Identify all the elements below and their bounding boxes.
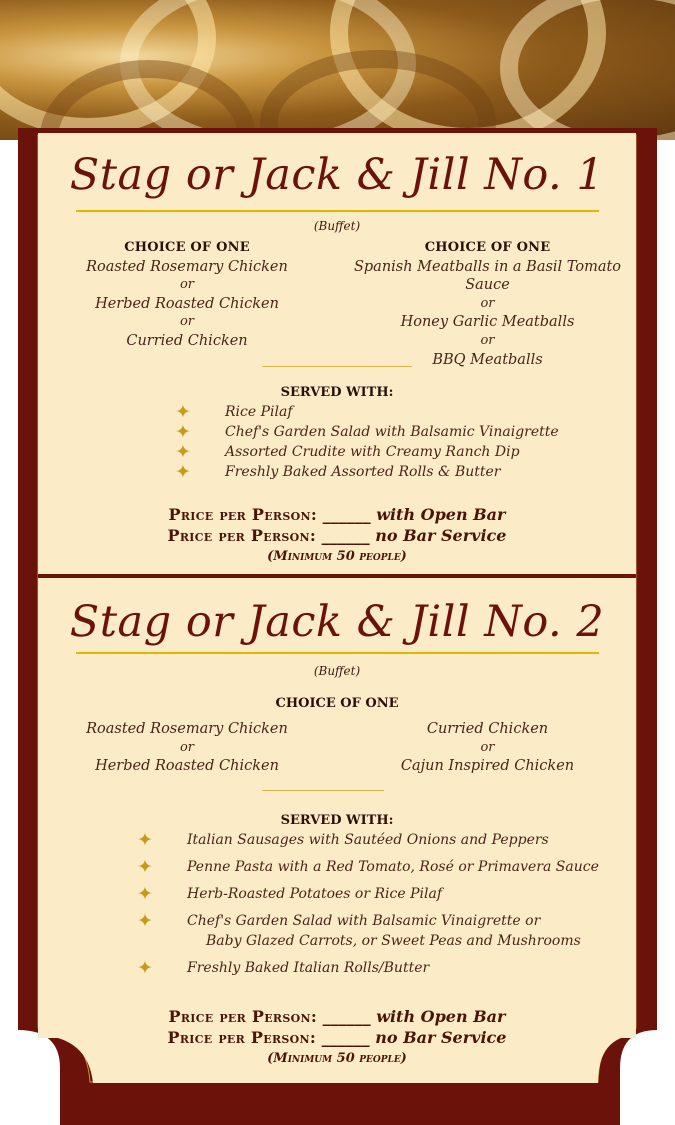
menu-2-pricing [38,1006,636,1069]
served-item: Herb-Roasted Potatoes or Rice Pilaf [187,886,443,902]
star-bullet-icon: ✦ [175,441,191,463]
no-bar-label: no Bar Service [375,1028,507,1047]
served-item: Assorted Crudite with Creamy Ranch Dip [225,444,520,460]
menu-1-served-list [175,401,559,484]
price-label: Price per Person: [167,1028,317,1047]
menu-1-mid-rule [262,366,412,367]
menu-2-left-item: Roasted Rosemary Chicken [86,721,288,737]
list-item [175,401,559,424]
menu-2-mid-rule [262,790,384,791]
list-item [137,883,599,913]
served-item: Chef's Garden Salad with Balsamic Vinaigrette [225,424,559,440]
menu-2-subtitle: (Buffet) [313,664,361,678]
menu-2-served-list [137,829,599,980]
or-separator: or [480,332,495,348]
list-item [175,461,559,484]
star-bullet-icon: ✦ [137,829,153,851]
price-blank: ______ [322,505,371,524]
price-blank: ______ [322,1007,371,1026]
menu-1-right-item: Spanish Meatballs in a Basil Tomato Sauce [353,258,622,294]
menu-1-subtitle: (Buffet) [313,219,361,233]
served-item: Italian Sausages with Sautéed Onions and Peppers [187,832,549,848]
or-separator: or [480,295,495,311]
minimum-note: (Minimum 50 people) [267,549,407,564]
price-label: Price per Person: [168,505,318,524]
menu-2-left-choices [72,720,302,776]
menu-2-title-rule [76,652,599,654]
gold-ribbon-banner [0,0,675,140]
star-bullet-icon: ✦ [175,461,191,483]
served-item: Baby Glazed Carrots, or Sweet Peas and Mushrooms [206,933,581,949]
served-item: Rice Pilaf [225,404,293,420]
list-item [175,441,559,464]
menu-2-right-item: Curried Chicken [426,721,549,737]
menu-1-served-heading: SERVED WITH: [280,385,394,400]
menu-2-title: Stag or Jack & Jill No. 2 [69,597,605,647]
menu-1-title-rule [76,210,599,212]
list-item [137,829,599,859]
list-item [175,421,559,444]
price-blank: ______ [321,1028,370,1047]
menu-1-left-item: Herbed Roasted Chicken [95,295,279,312]
star-bullet-icon: ✦ [137,957,153,979]
menu-1-right-heading: CHOICE OF ONE [424,240,551,255]
open-bar-label: with Open Bar [376,505,506,524]
menu-1-right-item: BBQ Meatballs [432,351,543,368]
section-divider [38,574,636,578]
menu-1-left-item: Roasted Rosemary Chicken [86,258,288,275]
menu-1-pricing [38,504,636,567]
star-bullet-icon: ✦ [175,421,191,443]
menu-2-right-choices [340,720,635,776]
price-label: Price per Person: [168,1007,318,1026]
served-item: Freshly Baked Italian Rolls/Butter [187,960,430,976]
list-item-continued [137,933,599,960]
served-item: Freshly Baked Assorted Rolls & Butter [225,464,501,480]
served-item: Chef's Garden Salad with Balsamic Vinaigrette or [187,913,541,929]
menu-1-left-item: Curried Chicken [126,332,248,349]
open-bar-label: with Open Bar [376,1007,506,1026]
list-item [137,957,599,980]
list-item [137,856,599,886]
star-bullet-icon: ✦ [175,401,191,423]
minimum-note: (Minimum 50 people) [267,1051,407,1066]
served-item: Penne Pasta with a Red Tomato, Rosé or Primavera Sauce [187,859,599,875]
menu-2-left-item: Herbed Roasted Chicken [95,758,279,775]
list-item [137,910,599,933]
price-label: Price per Person: [167,526,317,545]
star-bullet-icon: ✦ [137,910,153,932]
star-bullet-icon: ✦ [137,856,153,878]
menu-1-right-item: Honey Garlic Meatballs [400,314,575,331]
or-separator: or [480,739,495,755]
no-bar-label: no Bar Service [375,526,507,545]
or-separator: or [179,314,195,330]
or-separator: or [179,739,195,755]
or-separator: or [179,277,195,293]
menu-2-right-item: Cajun Inspired Chicken [400,758,575,775]
price-blank: ______ [321,526,370,545]
star-bullet-icon: ✦ [137,883,153,905]
menu-2-served-heading: SERVED WITH: [280,813,394,828]
menu-1-right-choices [340,239,635,369]
menu-2-choice-heading: CHOICE OF ONE [275,696,399,711]
menu-1-title: Stag or Jack & Jill No. 1 [69,150,605,200]
menu-1-left-heading: CHOICE OF ONE [124,240,250,255]
menu-1-left-choices [72,239,302,351]
